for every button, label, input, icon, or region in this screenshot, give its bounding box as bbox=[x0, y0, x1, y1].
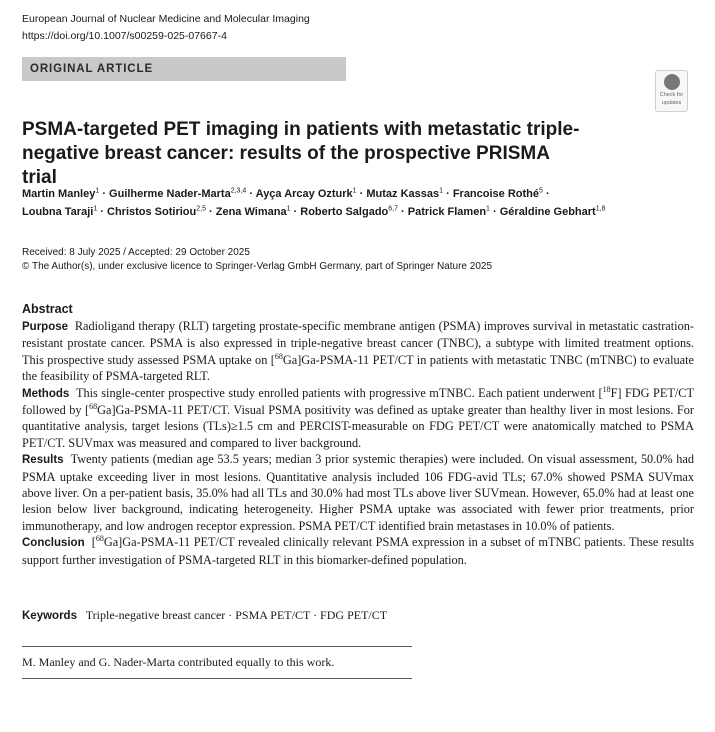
check-for-updates-badge[interactable] bbox=[655, 70, 688, 112]
footnote-divider-top bbox=[22, 646, 412, 647]
results-text: Twenty patients (median age 53.5 years; median 3 prior systemic therapies) were included. On visual assessment, 50.0% had PSMA uptake exceeding liver in most lesions. Quantitative analysis included 106 FDG-avid TLs; 67.0% showed PSMA SUVmax above liver. On a per-patient basis, 35.0% had all TLs and 30.0% had most TLs above liver SUVmean. However, 65.0% had at least one lesion below liver background, indicating heterogeneity. Higher PSMA uptake was associated with fewer prior treatments, prior immunotherapy, and low androgen receptor expression. PSMA PET/CT identified brain metastases in 10.0% of patients. bbox=[22, 452, 695, 533]
abstract-methods bbox=[22, 385, 694, 452]
journal-header bbox=[22, 11, 310, 45]
author-affiliation: 5 bbox=[539, 187, 543, 195]
footnote-divider-bottom bbox=[22, 678, 412, 679]
keywords bbox=[22, 607, 387, 624]
author-list bbox=[22, 185, 682, 221]
author-affiliation: 1 bbox=[439, 187, 444, 195]
author-affiliation: 1 bbox=[352, 187, 357, 195]
author-affiliation: 1 bbox=[286, 205, 291, 213]
purpose-text-a: Radioligand therapy (RLT) targeting prostate-specific membrane antigen (PSMA) improves survival in metastatic castration-resistant prostate cancer. PSMA is also expressed in triple-negative breast cancer (TNBC), a subtype with limited treatment options. This prospective study assessed PSMA uptake on [ bbox=[22, 319, 694, 367]
author-separator: · bbox=[542, 188, 550, 200]
author-separator: · bbox=[290, 206, 301, 218]
badge-label-1: Check for bbox=[659, 92, 684, 98]
abstract-purpose bbox=[22, 318, 694, 385]
purpose-text-b: Ga]Ga-PSMA-11 PET/CT in patients with metastatic TNBC (mTNBC) to evaluate the feasibility of PSMA-targeted RLT. bbox=[22, 352, 695, 384]
copyright-line: © The Author(s), under exclusive licence to Springer-Verlag GmbH Germany, part of Springer Nature 2025 bbox=[22, 261, 492, 272]
author-affiliation: 6,7 bbox=[388, 205, 398, 213]
author-name[interactable]: Roberto Salgado bbox=[300, 206, 389, 218]
author-name[interactable]: Martin Manley bbox=[22, 188, 96, 200]
methods-isotope-sup-2: 68 bbox=[89, 401, 98, 411]
journal-name: European Journal of Nuclear Medicine and Molecular Imaging bbox=[22, 13, 310, 25]
keywords-text: Triple-negative breast cancer · PSMA PET/CT · FDG PET/CT bbox=[85, 608, 388, 622]
keywords-label: Keywords bbox=[22, 610, 77, 622]
results-label: Results bbox=[22, 454, 64, 467]
purpose-isotope-sup: 68 bbox=[274, 351, 283, 361]
journal-doi-link[interactable]: https://doi.org/10.1007/s00259-025-07667-4 bbox=[22, 30, 227, 42]
conclusion-text: Ga]Ga-PSMA-11 PET/CT revealed clinically relevant PSMA expression in a subset of mTNBC patients. These results support further investigation of PSMA-targeted RLT in this biomarker-defined population. bbox=[22, 535, 695, 567]
abstract-results bbox=[22, 451, 694, 534]
author-affiliation: 1 bbox=[95, 187, 100, 195]
author-name[interactable]: Zena Wimana bbox=[215, 206, 287, 218]
author-separator: · bbox=[443, 188, 453, 200]
author-name[interactable]: Christos Sotiriou bbox=[107, 206, 197, 218]
article-dates bbox=[22, 246, 492, 274]
author-affiliation: 1 bbox=[486, 205, 490, 213]
author-separator: · bbox=[99, 188, 110, 200]
author-affiliation: 1,8 bbox=[595, 205, 606, 213]
author-affiliation: 2,3,4 bbox=[230, 187, 247, 195]
abstract-heading: Abstract bbox=[22, 302, 73, 316]
author-name[interactable]: Francoise Rothé bbox=[452, 188, 539, 200]
author-name[interactable]: Mutaz Kassas bbox=[366, 188, 440, 200]
author-name[interactable]: Ayça Arcay Ozturk bbox=[255, 188, 353, 200]
abstract-body bbox=[22, 318, 694, 568]
contribution-footnote: M. Manley and G. Nader-Marta contributed equally to this work. bbox=[22, 655, 335, 669]
check-for-updates-icon bbox=[664, 74, 680, 90]
badge-label-2: updates bbox=[661, 100, 682, 106]
purpose-label: Purpose bbox=[22, 321, 69, 333]
article-title: PSMA-targeted PET imaging in patients with metastatic triple-negative breast cancer: results of the prospective PRISMA trial bbox=[22, 119, 580, 188]
conclusion-label: Conclusion bbox=[22, 537, 85, 550]
author-affiliation: 1 bbox=[93, 205, 98, 213]
author-separator: · bbox=[356, 188, 367, 200]
author-name[interactable]: Loubna Taraji bbox=[22, 206, 94, 218]
methods-text-a: This single-center prospective study enrolled patients with progressive mTNBC. Each patient underwent [ bbox=[75, 385, 603, 400]
author-separator: · bbox=[489, 206, 500, 218]
author-affiliation: 2,5 bbox=[196, 205, 206, 213]
abstract-conclusion: Conclusion [$^{68}$Ga]Ga-PSMA-11 PET/CT revealed clinically relevant PSMA expression in a subset of mTNBC patients. These results support further investigation of PSMA-targeted RLT in this biomarker-defined population. bbox=[22, 534, 695, 567]
article-type-banner: ORIGINAL ARTICLE bbox=[22, 57, 346, 81]
author-name[interactable]: Guilherme Nader-Marta bbox=[109, 188, 231, 200]
conclusion-isotope-sup: 68 bbox=[95, 534, 104, 544]
author-separator: · bbox=[97, 206, 107, 218]
author-name[interactable]: Géraldine Gebhart bbox=[499, 206, 596, 218]
author-separator: · bbox=[246, 188, 256, 200]
methods-isotope-sup-1: 18 bbox=[602, 384, 611, 394]
received-accepted-dates: Received: 8 July 2025 / Accepted: 29 October 2025 bbox=[22, 247, 250, 258]
author-separator: · bbox=[205, 206, 216, 218]
methods-text-c: Ga]Ga-PSMA-11 PET/CT. Visual PSMA positivity was defined as uptake greater than healthy liver in most lesions. For quantitative analysis, target lesions (TLs)≥1.5 cm and PERCIST-measurable on FDG PET/CT were anatomically matched to PSMA PET/CT. SUVmax was measured and compared to liver background. bbox=[22, 403, 694, 450]
author-separator: · bbox=[398, 206, 408, 218]
methods-label: Methods bbox=[22, 387, 70, 400]
author-name[interactable]: Patrick Flamen bbox=[407, 206, 487, 218]
methods-text-b: F] FDG PET/CT followed by [ bbox=[22, 385, 694, 418]
